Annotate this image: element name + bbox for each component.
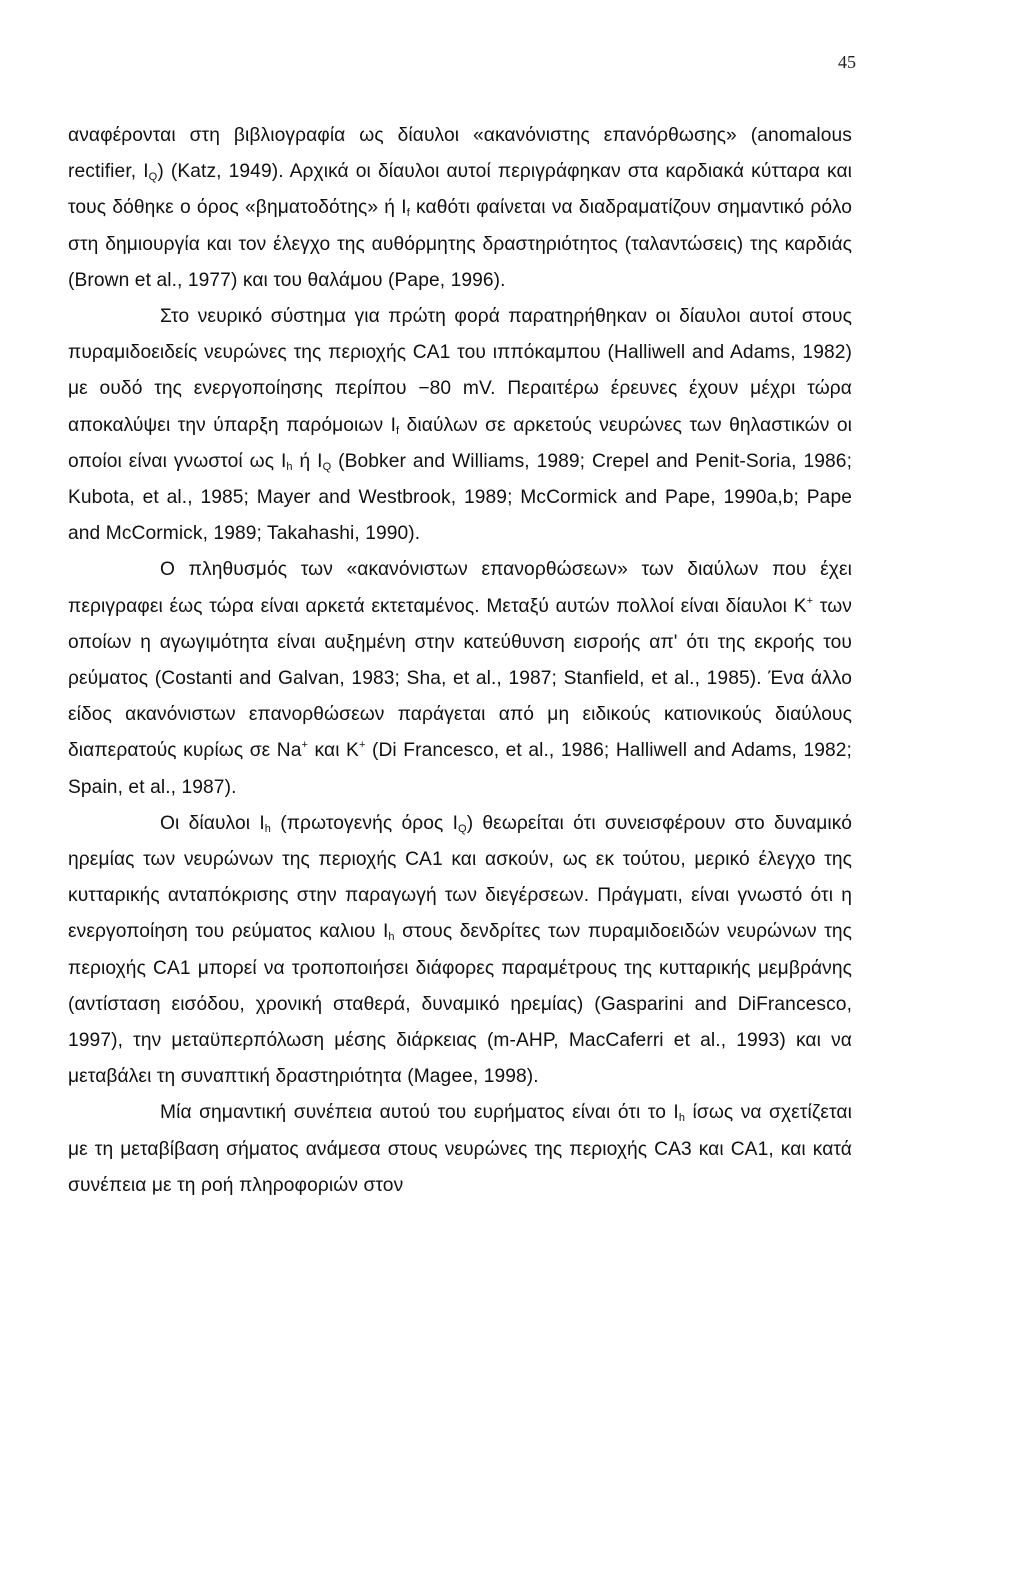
paragraph-4 <box>68 806 852 1096</box>
subscript-q: Q <box>458 822 467 835</box>
paragraph-1-text-1: αναφέρονται στη βιβλιογραφία ως δίαυλοι «ακανόνιστης επανόρθωσης» (anomalous rectifier, I <box>68 125 852 183</box>
paragraph-2-text-4: (Bobker and Williams, 1989; Crepel and Penit-Soria, 1986; Kubota, et al., 1985; Mayer and Westbrook, 1989; McCormick and Pape, 1990a,b; Pape and McCormick, 1989; Takahashi, 1990). <box>68 450 852 545</box>
paragraph-5-text-2: ίσως να σχετίζεται με τη μεταβίβαση σήματος ανάμεσα στους νευρώνες της περιοχής CA3 και CA1, και κατά συνέπεια με τη ροή πληροφοριών στον <box>68 1102 852 1196</box>
superscript-plus: + <box>358 739 366 752</box>
paragraph-4-text-3: ) θεωρείται ότι συνεισφέρουν στο δυναμικό ηρεμίας των νευρώνων της περιοχής CA1 και ασκούν, ως εκ τούτου, μερικό έλεγχο της κυτταρικής ανταπόκρισης στην παραγωγή των διεγέρσεων. Πράγματι, είναι γνωστό ότι η ενεργοποίηση του ρεύματος καλιου I <box>68 812 852 943</box>
paragraph-4-text-2: (πρωτογενής όρος I <box>270 812 459 834</box>
superscript-plus: + <box>301 739 309 752</box>
paragraph-3 <box>68 552 852 805</box>
paragraph-2-text-2: διαύλων σε αρκετούς νευρώνες των θηλαστικών οι οποίοι είναι γνωστοί ως I <box>68 414 852 472</box>
paragraph-1-text-2: ) (Katz, 1949). Αρχικά οι δίαυλοι αυτοί περιγράφηκαν στα καρδιακά κύτταρα και τους δόθηκε ο όρος «βηματοδότης» ή I <box>68 161 852 219</box>
paragraph-3-text-2: των οποίων η αγωγιμότητα είναι αυξημένη στην κατεύθυνση εισροής απ' ότι της εκροής του ρεύματος (Costanti and Galvan, 1983; Sha, et al., 1987; Stanfield, et al., 1985). Ένα άλλο είδος ακανόνιστων επανορθώσεων παράγεται από μη ειδικούς κατιονικούς διαύλους διαπερατούς κυρίως σε Na <box>68 595 852 762</box>
paragraph-1 <box>68 118 852 299</box>
paragraph-2-text-1: Στο νευρικό σύστημα για πρώτη φορά παρατηρήθηκαν οι δίαυλοι αυτοί στους πυραμιδοειδείς νευρώνες της περιοχής CA1 του ιππόκαμπου (Halliwell and Adams, 1982) με ουδό της ενεργοποίησης περίπου −80 mV. Περαιτέρω έρευνες έχουν μέχρι τώρα αποκαλύψει την ύπαρξη παρόμοιων I <box>68 306 852 436</box>
subscript-f: f <box>406 207 410 220</box>
paragraph-2 <box>68 299 852 552</box>
subscript-h: h <box>678 1112 686 1125</box>
subscript-h: h <box>388 931 395 944</box>
paragraph-5 <box>68 1095 852 1204</box>
paragraph-3-text-4: (Di Francesco, et al., 1986; Halliwell and Adams, 1982; Spain, et al., 1987). <box>68 740 852 798</box>
paragraph-5-text-1: Μία σημαντική συνέπεια αυτού του ευρήματος είναι ότι το I <box>160 1102 679 1124</box>
subscript-q: Q <box>322 460 332 473</box>
paragraph-4-text-1: Οι δίαυλοι I <box>160 812 265 834</box>
subscript-f: f <box>396 424 400 437</box>
paragraph-2-text-3: ή I <box>292 450 323 472</box>
paragraph-3-text-3: και K <box>308 740 359 762</box>
paragraph-4-text-4: στους δενδρίτες των πυραμιδοειδών νευρώνων της περιοχής CA1 μπορεί να τροποποιήσει διάφορες παραμέτρους της κυτταρικής μεμβράνης (αντίσταση εισόδου, χρονική σταθερά, δυναμικό ηρεμίας) (Gasparini and DiFrancesco, 1997), την μεταϋπερπόλωση μέσης διάρκειας (m-AHP, MacCaferri et al., 1993) και να μεταβάλει τη συναπτική δραστηριότητα (Magee, 1998). <box>68 921 852 1088</box>
paragraph-3-text-1: Ο πληθυσμός των «ακανόνιστων επανορθώσεων» των διαύλων που έχει περιγραφει έως τώρα είναι αρκετά εκτεταμένος. Μεταξύ αυτών πολλοί είναι δίαυλοι K <box>68 559 852 617</box>
body-text <box>68 118 852 1204</box>
superscript-plus: + <box>806 594 814 607</box>
subscript-h: h <box>286 460 293 473</box>
paragraph-1-text-3: καθότι φαίνεται να διαδραματίζουν σημαντικό ρόλο στη δημιουργία και τον έλεγχο της αυθόρμητης δραστηριότητος (ταλαντώσεις) της καρδιάς (Brown et al., 1977) και του θαλάμου (Pape, 1996). <box>68 197 852 291</box>
subscript-h: h <box>264 822 271 835</box>
subscript-q: Q <box>148 171 158 184</box>
page-number: 45 <box>838 52 856 72</box>
